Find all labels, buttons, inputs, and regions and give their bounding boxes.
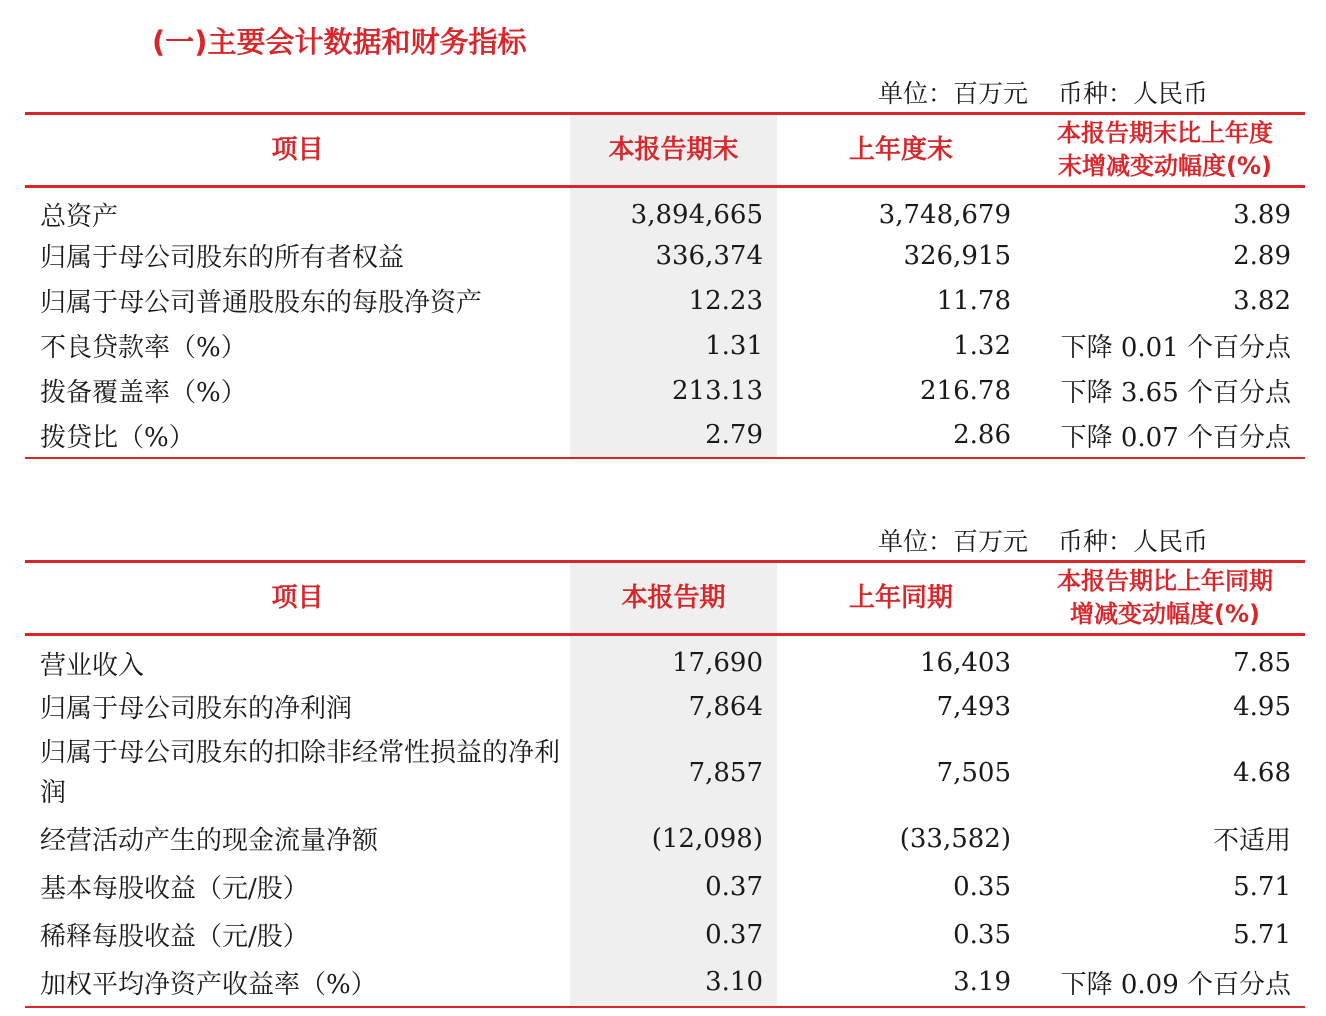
row-change: 下降 0.01 个百分点 [1060,333,1291,363]
row-previous: 16,403 [920,648,1011,679]
row-previous: 326,915 [903,240,1011,271]
row-item: 拨贷比（%） [40,422,195,453]
table-row [25,959,1305,1007]
row-previous: 7,493 [936,691,1011,722]
row-previous: 216.78 [920,375,1011,406]
row-current: 7,857 [570,731,777,815]
row-previous: 3.19 [953,967,1011,997]
row-item: 加权平均净资产收益率（%） [40,969,377,1000]
header-change-line-2: 末增减变动幅度(%) [1058,152,1272,180]
table-row [25,413,1305,458]
row-previous: 0.35 [953,919,1011,950]
row-change: 5.71 [1233,871,1291,902]
row-current: 3.10 [570,959,777,1007]
row-change: 不适用 [1212,826,1291,856]
header-change-percent [1025,562,1305,635]
header-change-line-1: 本报告期比上年同期 [1057,567,1273,595]
table-row [25,187,1305,234]
row-current: (12,098) [570,815,777,863]
row-item: 基本每股收益（元/股） [40,874,309,904]
unit-label: 单位：百万元 [878,527,1029,556]
row-item: 稀释每股收益（元/股） [40,922,309,952]
row-current: 1.31 [570,323,777,368]
table-row [25,368,1305,413]
balance-indicators-table [25,112,1305,459]
table-row [25,815,1305,863]
row-item: 不良贷款率（%） [40,333,247,363]
row-item: 总资产 [40,202,119,232]
row-previous: 1.32 [953,330,1011,361]
row-previous: (33,582) [899,823,1011,854]
header-current-period: 本报告期 [570,562,777,635]
currency-label: 币种：人民币 [1058,79,1209,108]
row-current: 3,894,665 [570,187,777,234]
row-change: 5.71 [1233,919,1291,950]
row-change: 7.85 [1233,648,1291,679]
row-current: 12.23 [570,278,777,323]
row-current: 213.13 [570,368,777,413]
header-change-line-1: 本报告期末比上年度 [1057,119,1273,147]
row-previous: 2.86 [953,420,1011,450]
row-change: 4.95 [1233,691,1291,722]
row-previous: 3,748,679 [878,199,1011,230]
table-row [25,911,1305,959]
row-current: 0.37 [570,863,777,911]
header-same-period-last-year: 上年同期 [848,583,953,613]
header-item: 项目 [271,583,324,613]
row-change: 4.68 [1233,757,1291,788]
row-item: 归属于母公司普通股股东的每股净资产 [40,288,483,318]
table-row [25,323,1305,368]
row-previous: 0.35 [953,871,1011,902]
row-change: 下降 0.07 个百分点 [1060,422,1291,453]
table-row [25,635,1305,683]
section-title: (一)主要会计数据和财务指标 [152,25,527,59]
income-indicators-table [25,560,1305,1008]
table-row [25,278,1305,323]
row-current: 7,864 [570,683,777,731]
table-header-row [25,114,1305,187]
row-current: 0.37 [570,911,777,959]
header-change-line-2: 增减变动幅度(%) [1070,600,1260,628]
header-previous-year-end: 上年度末 [848,135,953,165]
header-item: 项目 [271,135,324,165]
unit-currency-line [878,74,1208,110]
row-item: 归属于母公司股东的扣除非经常性损益的净利润 [40,737,561,808]
row-current: 336,374 [570,233,777,278]
table-row [25,731,1305,815]
row-change: 2.89 [1233,240,1291,271]
table-row [25,863,1305,911]
row-previous: 11.78 [936,285,1011,316]
table-row [25,683,1305,731]
row-current: 17,690 [570,635,777,683]
row-change: 3.82 [1233,285,1291,316]
row-item: 营业收入 [40,650,145,681]
header-current-period-end: 本报告期末 [570,114,777,187]
row-change: 下降 3.65 个百分点 [1060,378,1291,408]
row-item: 经营活动产生的现金流量净额 [40,826,379,856]
table-row [25,233,1305,278]
row-current: 2.79 [570,413,777,458]
row-item: 拨备覆盖率（%） [40,378,247,408]
row-item: 归属于母公司股东的净利润 [40,694,353,724]
unit-currency-line [878,522,1208,558]
unit-label: 单位：百万元 [878,79,1029,108]
table-header-row [25,562,1305,635]
currency-label: 币种：人民币 [1058,527,1209,556]
header-change-percent [1025,114,1305,187]
row-previous: 7,505 [936,757,1011,788]
row-item: 归属于母公司股东的所有者权益 [40,243,405,273]
row-change: 下降 0.09 个百分点 [1060,969,1291,1000]
row-change: 3.89 [1233,199,1291,230]
